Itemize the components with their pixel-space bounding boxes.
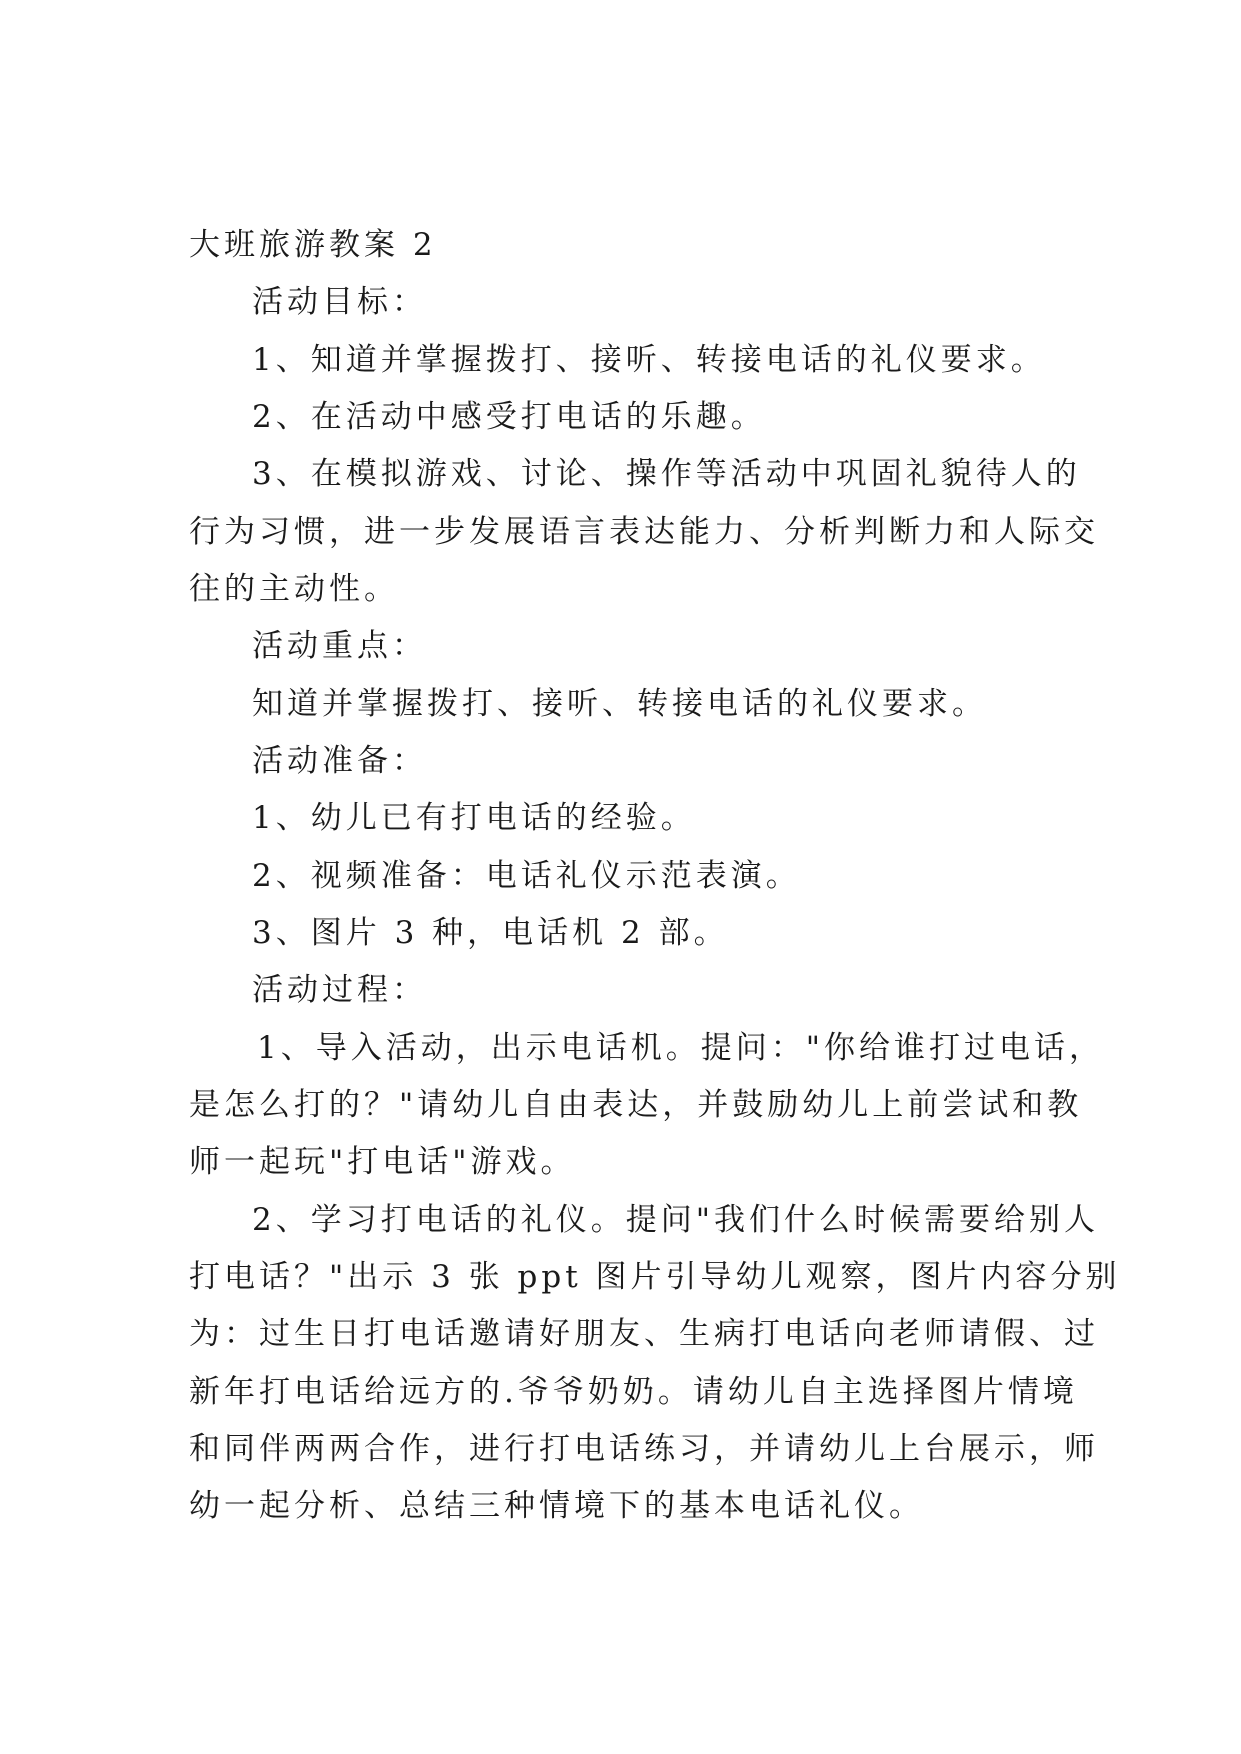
preparation-item-1: 1、幼儿已有打电话的经验。 <box>252 800 696 836</box>
process-item-2-line-2: 打电话？"出示 3 张 ppt 图片引导幼儿观察，图片内容分别 <box>189 1259 1121 1295</box>
goal-item-3-line-1: 3、在模拟游戏、讨论、操作等活动中巩固礼貌待人的 <box>252 456 1081 492</box>
process-item-2-line-1: 2、学习打电话的礼仪。提问"我们什么时候需要给别人 <box>252 1202 1099 1238</box>
process-item-2-line-4: 新年打电话给远方的.爷爷奶奶。请幼儿自主选择图片情境 <box>189 1374 1078 1410</box>
preparation-item-3: 3、图片 3 种，电话机 2 部。 <box>252 915 729 951</box>
process-item-2-line-5: 和同伴两两合作，进行打电话练习，并请幼儿上台展示，师 <box>189 1431 1099 1467</box>
section-heading-goals: 活动目标： <box>252 284 427 320</box>
section-heading-process: 活动过程： <box>252 972 427 1008</box>
process-item-2-line-3: 为：过生日打电话邀请好朋友、生病打电话向老师请假、过 <box>189 1316 1099 1352</box>
goal-item-2: 2、在活动中感受打电话的乐趣。 <box>252 399 766 435</box>
process-item-2-line-6: 幼一起分析、总结三种情境下的基本电话礼仪。 <box>189 1488 924 1524</box>
goal-item-3-line-2: 行为习惯，进一步发展语言表达能力、分析判断力和人际交 <box>189 514 1099 550</box>
process-item-1-line-1: 1、导入活动，出示电话机。提问："你给谁打过电话， <box>257 1030 1104 1066</box>
preparation-item-2: 2、视频准备：电话礼仪示范表演。 <box>252 858 801 894</box>
section-heading-preparation: 活动准备： <box>252 743 427 779</box>
goal-item-3-line-3: 往的主动性。 <box>189 571 399 607</box>
goal-item-1: 1、知道并掌握拨打、接听、转接电话的礼仪要求。 <box>252 342 1046 378</box>
key-point-text: 知道并掌握拨打、接听、转接电话的礼仪要求。 <box>252 686 987 722</box>
process-item-1-line-2: 是怎么打的？"请幼儿自由表达，并鼓励幼儿上前尝试和教 <box>189 1087 1083 1123</box>
process-item-1-line-3: 师一起玩"打电话"游戏。 <box>189 1144 576 1180</box>
section-heading-key-point: 活动重点： <box>252 628 427 664</box>
document-title: 大班旅游教案 2 <box>189 227 437 263</box>
